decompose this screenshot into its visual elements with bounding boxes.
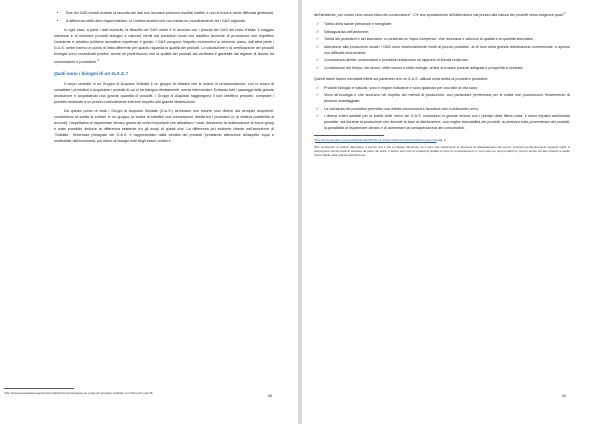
list-item: ✓ Conoscenza diretta: consumatori e produttori instaurano un rapporto di fiducia reciproca; [324, 57, 570, 63]
list-item: ✓ Tutela della salute personale e famigliare; [324, 21, 570, 27]
criteria-checklist [314, 85, 570, 132]
paragraph-gas-core: Il corpo centrale di un Gruppo di Acquisto Solidale è un gruppo di cittadini che si unisce in un'associazione, con lo scopo di contattare i produttori e acquistare i prodotti di cui si ha bisogno direttamente, senza intermediari. Evitando tutti i passaggi della grande produzione e acquistando una grande quantità di prodotti, i Gruppi di Acquisto raggiungono il loro obiettivo primario: comprare i prodotti necessari a un prezzo notevolmente inferiore rispetto alla grande distribuzione. [54, 81, 274, 104]
list-item: ✓ La vicinanza dei produttori permette una diretta conoscenza e favorisce cibo a chilometro zero; [324, 106, 570, 112]
footnote-divider [4, 388, 74, 389]
list-item: ✓ Prodotti biologici e naturali, sono il miglior indicatore e sono garanzia per uno stile di vita sano; [324, 85, 570, 91]
list-item: • Due dei GAS trovati durante la raccolta dei dati non lavorano più/sono risultati inattivi, e uno si trova in serie difficoltà gestionali; [66, 10, 274, 16]
list-item: ✓ Salvaguardia dell'ambiente; [324, 29, 570, 35]
footnote-link-line: ²http://www.retegas.org/upload/dl/doma/200706-16_Filiere%20corte%20e%20alternative.pdf pag. 3. [314, 138, 447, 143]
list-item: ✓ Attenzione alla produzione locale: i GAS sono essenzialmente rivolti ai piccoli produttori, ai di fuori della grande distribuzione commerciale, e spesso con difficoltà economiche; [324, 44, 570, 56]
needs-checklist [314, 21, 570, 71]
list-item: ✓ Condivisione del tempo, del lavoro, delle risorse e delle energie, al fine di trovare prodotti adeguati e prosperità e richieste. [324, 65, 570, 71]
paragraph-gas-umbria: In ogni caso, a parte i dati numerici, la filosofia dei GAS umbri è in accordo con i principi dei GAS del resto d'Italia: il maggior interesse è di ricercare prodotti biologici e naturali, forniti dai produttori locali che adottino tecniche di produzione che rispettino l'ambiente e adottino politiche lavorative rispettose e giuste. I GAS pongono l'aspetto economico in secondo piano, dall'altra parte i G.A.S. umbri hanno un punto di vista differente per quanto riguarda la qualità dei prodotti. La valutazione e la certificazione dei prodotti biologici sono considerati positivi, anche se preferiscono che la qualità dei prodotti sia verificata e garantita dal legame di fiducia tra consumatore e produttore.$^1$ [54, 27, 274, 64]
right-page-content [314, 10, 570, 158]
footnote: ¹http://www.associazioneagostiniani.it/attachments/indagine-su-gruppi-di-acquisto-solidale-in-umbria.pdf, pag 36. [4, 390, 154, 395]
footnote-link[interactable]: http://www.retegas.org/upload/dl/doma/200706-16_Filiere%20corte%20e%20alternative.pdf [315, 138, 437, 143]
paragraph-gas-view: Da questo punto di vista i Gruppi di Acquisto Solidale (G.A.S.) sembrano non essere così diversi dai semplici acquirenti: condividono la scelta di entrare in un gruppo, la scelta di stabilire una connessione diretta tra i produttori (e la relativa possibilità di accordi), l'aspettativa di risparmiare denaro grazie ad ordini importanti che abbattano i costi. Attraverso la realizzazione di focus group è stato possibile dedurre la differenza esistente tra gli scopi di questi due. La differenza più evidente risiede nell'accezione di "Solidale", l'interesse principale dei G.A.S. è rappresentato dalla vendita dei prodotti "prestando attenzione all'aspetto equo e sostenibile dell'economia, più vicino ai bisogni reali degli esseri umani e [54, 108, 274, 143]
page-number: 49 [561, 393, 566, 398]
left-page [0, 0, 298, 424]
footnote-ref[interactable]: 1 [97, 57, 99, 62]
footnote: ³Per rimanendo un fattore dignostico, il prezzo non è più un fattore dirimente: se è vero che solitamente le direzione di abbassamento dei prezzi, scontare pendentemente riguardo GAS, si propongono anche livelli di acquisto da parte dei GAS, è anche vero che la pretesa di qualità e il tipo di comportamento in certi casi per certi prodotti un prezzo anche più alto rispetto a quello riscontrabile nella grande distribuzione. [314, 144, 570, 158]
left-page-content [54, 10, 274, 147]
list-item: ✓ I diversi criteri adottati per la scelta delle merci dei G.A.S. coincidono in grande misura con i principi della filiera corta: il minor impatto ambientale possibile, sia durante la produzione che durante la fase di distribuzione, una miglior tracciabilità dei prodotti, la certezza sulla provenienza dei prodotti, la possibilità di risparmiare denaro e di aumentare la consapevolezza dei consumatori. [324, 113, 570, 131]
footnote-ref[interactable]: 2 [563, 11, 566, 15]
footnote-divider [314, 135, 384, 136]
top-bullet-list [54, 10, 274, 24]
intro-paragraph: dell'ambiente, per creare una nuova etica del consumatore". C'è uno spostamento dell'attenzione dal prezzo alla natura dei prodotti verso esigenze quali:$^2$ [314, 11, 566, 18]
left-footnote-block [4, 384, 274, 395]
list-item: ✓ Tutela dei produttori e dei lavoratori: si consenta un "equo compenso" che riconosca e valorizzi la qualità e la quantità lavorativa; [324, 36, 570, 42]
section-heading: Quali sono i bisogni di un G.A.S.? [54, 70, 129, 76]
list-item: ✓ Vicini all'ecologia e che lavorano nel rispetto dei metodi di produzione, con particolare preferenza per le realtà che promuovono l'inserimento di persone svantaggiate; [324, 92, 570, 104]
criteria-paragraph: Questi fattori hanno inevitabili effetti sui parametri che un G.A.S. utilizza nella scelta di prodotti e produttori: [314, 76, 489, 81]
list-item: • A differenza delle altre regioni italiane, in Umbria sembra che non esista un coordinamento tra i GAS regionali. [66, 18, 274, 24]
right-page [302, 0, 600, 424]
page-number: 48 [267, 393, 272, 398]
